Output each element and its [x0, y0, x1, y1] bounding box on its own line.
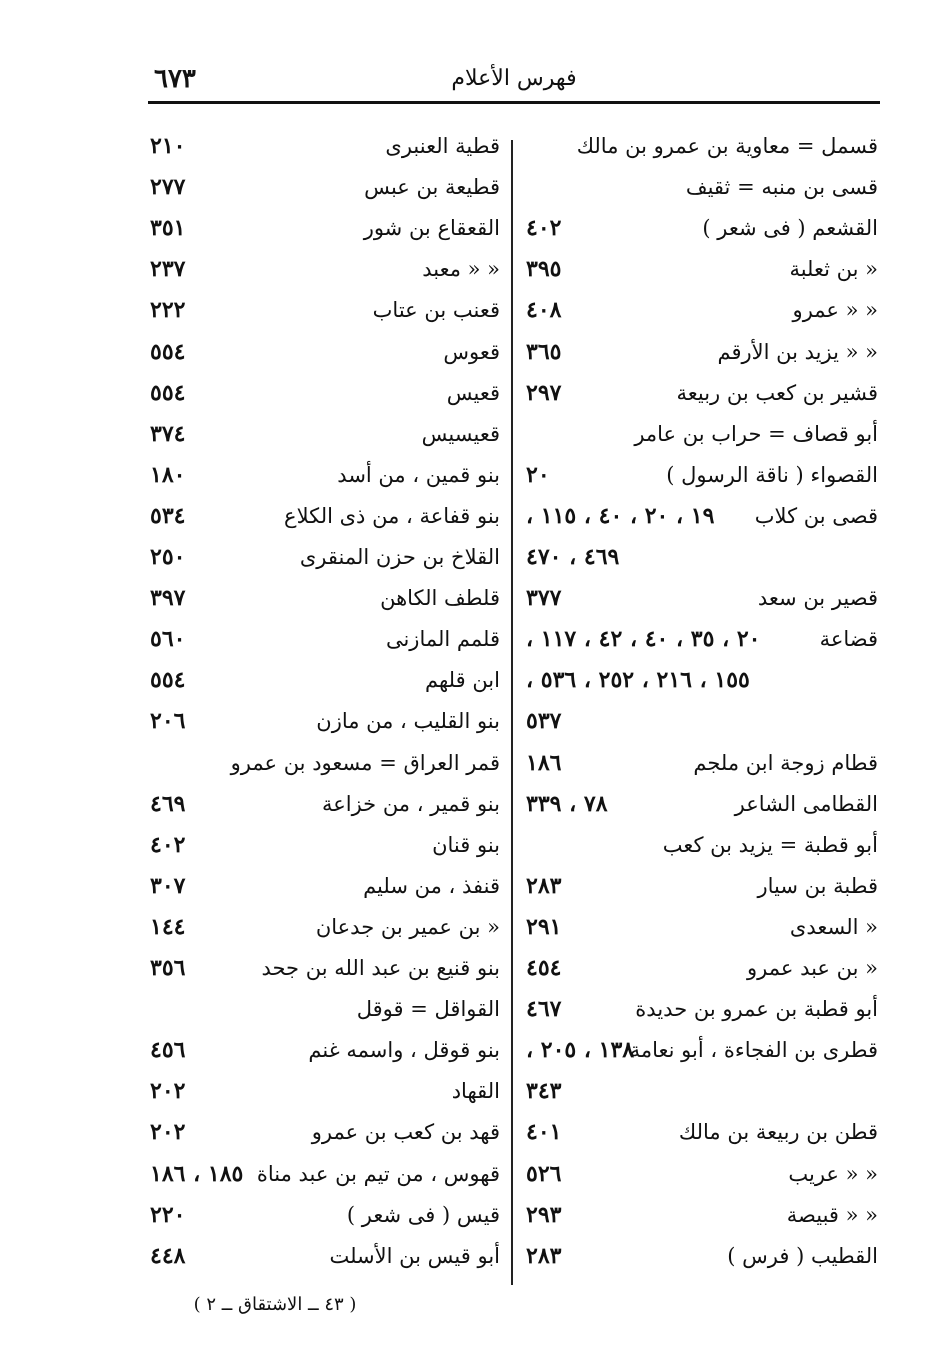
right-column-entry	[520, 701, 878, 741]
right-column-entry-name: أبو قصاف = حراب بن عامر	[634, 421, 878, 446]
right-column-entry	[520, 373, 878, 413]
left-column-entry-name: قعيس	[446, 380, 500, 405]
right-column-entry-name: قطن بن ربيعة بن مالك	[678, 1120, 878, 1145]
right-column-entry-name: « بن عبد عمرو	[747, 956, 878, 980]
left-column-entry	[150, 989, 500, 1029]
left-column-entry-name: قمر العراق = مسعود بن عمرو	[230, 750, 500, 775]
right-column-entry-name: قطام زوجة ابن ملجم	[693, 750, 878, 775]
left-column-entry-pages: ٢٥٠	[150, 544, 186, 570]
left-column-entry-name: قيس ( فى شعر )	[346, 1202, 500, 1227]
right-column-entry-pages: ٤٥٤	[526, 955, 562, 981]
left-column-entry-name: « بن عمير بن جدعان	[315, 914, 500, 939]
left-column-entry-pages: ٢١٠	[150, 133, 186, 159]
right-column-entry-pages: ٤٠٨	[526, 297, 562, 324]
right-column-entry-pages: ٤٠١	[526, 1119, 562, 1146]
right-column-entry-pages: ١٨٦	[526, 749, 562, 776]
left-column-entry-pages: ٢٠٦	[150, 708, 186, 735]
left-column-entry-name: قطيعة بن عبس	[364, 175, 500, 200]
left-column-entry-name: قهوس ، من تيم بن عبد مناة	[256, 1161, 500, 1186]
right-column-entry-name: « « يزيد بن الأرقم	[717, 339, 878, 364]
left-column-entry-pages: ٢٠٢	[150, 1078, 186, 1105]
left-column-entry	[150, 825, 500, 865]
right-column-entry	[520, 743, 878, 783]
signature-mark: ( ٤٣ ــ الاشتقاق ــ ٢ )	[193, 1294, 357, 1315]
left-column-entry	[150, 948, 500, 988]
left-column-entry	[150, 290, 500, 330]
left-column-entry-name: بنو قمين ، من أسد	[337, 462, 500, 487]
left-column-entry-name: « « معبد	[422, 257, 500, 282]
left-column-entry	[150, 208, 500, 248]
left-column-entry	[150, 784, 500, 824]
right-column-entry-name: أبو قطبة = يزيد بن كعب	[662, 832, 878, 857]
left-column-entry-name: أبو قيس بن الأسلت	[329, 1243, 500, 1268]
left-column-entry-pages: ٢٧٧	[150, 174, 186, 201]
left-column-entry	[150, 743, 500, 783]
left-column-entry	[150, 660, 500, 700]
right-column-entry	[520, 1195, 878, 1235]
left-column-entry	[150, 1195, 500, 1235]
right-column-entry-name: « « عريب	[788, 1161, 878, 1186]
left-column-entry-pages: ٣٩٧	[150, 585, 186, 612]
left-column-entry-name: القهاد	[451, 1079, 500, 1104]
right-column-entry-name: القشعم ( فى شعر )	[702, 216, 878, 241]
left-column-entry-name: قنفذ ، من سليم	[363, 873, 500, 898]
right-column-entry	[520, 1236, 878, 1276]
right-column-entry-name: القصواء ( ناقة الرسول )	[666, 462, 878, 487]
right-column-entry-name: « السعدى	[789, 914, 878, 939]
left-column-entry-pages: ٣٠٧	[150, 872, 186, 899]
left-column-entry-name: بنو قوقل ، واسمه غنم	[308, 1038, 500, 1063]
right-column-entry-name: « « قبيصة	[786, 1202, 878, 1227]
right-column-entry-pages: ١٥٥ ، ٢١٦ ، ٢٥٢ ، ٥٣٦ ،	[526, 667, 750, 694]
left-column-entry	[150, 1236, 500, 1276]
left-column-entry-pages: ٥٣٤	[150, 502, 186, 529]
right-column-entry	[520, 784, 878, 824]
right-column-entry-pages: ١٩ ، ٢٠ ، ٤٠ ، ١١٥ ،	[526, 502, 715, 529]
right-column-entry-pages: ٥٢٦	[526, 1160, 562, 1187]
right-column-entry-name: قسمل = معاوية بن عمرو بن مالك	[576, 134, 878, 158]
right-column-entry	[520, 948, 878, 988]
right-column-entry-pages: ٢٩١	[526, 913, 562, 940]
right-column-entry-pages: ٢٩٣	[526, 1201, 562, 1228]
right-column-entry-name: قشير بن كعب بن ربيعة	[676, 380, 878, 405]
right-column-entry-name: قصير بن سعد	[757, 586, 878, 611]
right-column-entry-pages: ٣٦٥	[526, 338, 562, 365]
left-column-entry	[150, 332, 500, 372]
left-column-entry	[150, 1112, 500, 1152]
right-column-entry-name: القطامى الشاعر	[734, 791, 878, 816]
left-column-entry-pages: ٢٠٢	[150, 1119, 186, 1146]
right-column-entry	[520, 290, 878, 330]
right-column-entry-pages: ٢٠ ، ٣٥ ، ٤٠ ، ٤٢ ، ١١٧ ،	[526, 626, 761, 653]
right-column-entry	[520, 660, 878, 700]
left-column-entry-pages: ٢٢٢	[150, 297, 186, 324]
right-column-entry-pages: ٢٩٧	[526, 379, 562, 406]
left-column-entry-pages: ١٤٤	[150, 913, 186, 940]
right-column-entry-name: قطبة بن سيار	[757, 873, 878, 898]
right-column-entry	[520, 578, 878, 618]
left-column-entry	[150, 578, 500, 618]
right-column-entry	[520, 496, 878, 536]
left-column-entry-name: بنو قنيع بن عبد الله بن جحد	[261, 956, 500, 980]
left-column-entry	[150, 455, 500, 495]
left-column-entry-pages: ٤٤٨	[150, 1242, 186, 1269]
header-rule	[148, 101, 880, 104]
right-column-entry-pages: ٣٤٣	[526, 1078, 562, 1105]
left-column-entry-name: قعيسيس	[421, 421, 500, 446]
left-column-entry-pages: ٤٦٩	[150, 790, 186, 817]
right-column-entry-name: قصى بن كلاب	[754, 503, 878, 528]
right-column-entry-name: أبو قطبة بن عمرو بن حديدة	[635, 997, 878, 1022]
left-column-entry	[150, 414, 500, 454]
right-column-entry	[520, 249, 878, 289]
right-column-entry-name: قطرى بن الفجاءة ، أبو نعامة	[629, 1038, 878, 1063]
left-column-entry	[150, 167, 500, 207]
left-column-entry	[150, 537, 500, 577]
right-column-entry-pages: ٤٦٩ ، ٤٧٠	[526, 544, 620, 570]
right-column-entry-pages: ٣٩٥	[526, 256, 562, 283]
left-column-entry-pages: ٥٥٤	[150, 379, 186, 406]
right-column-entry-name: قسى بن منبه = ثقيف	[685, 175, 878, 200]
right-column-entry	[520, 537, 878, 577]
left-column-entry	[150, 1030, 500, 1070]
right-column-entry-pages: ٢٨٣	[526, 872, 562, 899]
left-column-entry-pages: ١٨٥ ، ١٨٦	[150, 1160, 244, 1187]
left-column-entry-name: بنو قمير ، من خزاعة	[321, 791, 500, 816]
left-column-entry	[150, 907, 500, 947]
left-column-entry	[150, 249, 500, 289]
left-column-entry	[150, 701, 500, 741]
left-column-entry	[150, 496, 500, 536]
page-header	[148, 66, 880, 102]
left-column-entry-pages: ٥٥٤	[150, 338, 186, 365]
left-column-entry-name: قهد بن كعب بن عمرو	[311, 1120, 500, 1145]
left-column-entry-pages: ٢٢٠	[150, 1201, 186, 1228]
left-column-entry-pages: ٣٥٦	[150, 955, 186, 981]
left-column-entry-pages: ٤٠٢	[150, 831, 186, 858]
right-column-entry-pages: ٣٧٧	[526, 585, 562, 612]
running-title: فهرس الأعلام	[451, 66, 577, 91]
left-column-entry-pages: ٢٣٧	[150, 256, 186, 283]
right-column-entry-pages: ٢٠	[526, 461, 550, 488]
left-column-entry-name: قعوس	[443, 339, 500, 364]
right-column-entry-pages: ٧٨ ، ٣٣٩	[526, 790, 608, 817]
right-column-entry-name: قضاعة	[819, 627, 878, 652]
left-column-entry-name: قلمم المازنى	[385, 627, 500, 652]
left-column-entry-name: قطية العنبرى	[385, 134, 500, 158]
left-column-entry-name: بنو قفاعة ، من ذى الكلاع	[284, 503, 500, 528]
left-column-entry-name: قلطف الكاهن	[380, 586, 500, 611]
right-column-entry	[520, 167, 878, 207]
left-column-entry-pages: ٥٦٠	[150, 626, 186, 653]
page-number: ٦٧٣	[154, 64, 196, 94]
left-column-entry	[150, 1071, 500, 1111]
right-column-entry	[520, 208, 878, 248]
right-column-entry	[520, 989, 878, 1029]
right-column-entry	[520, 1071, 878, 1111]
left-column-entry	[150, 373, 500, 413]
right-column-entry	[520, 1030, 878, 1070]
right-column-entry	[520, 825, 878, 865]
left-column-entry-pages: ٣٥١	[150, 215, 186, 242]
left-column-entry-name: بنو قنان	[432, 832, 500, 857]
right-column-entry-name: « بن ثعلبة	[789, 257, 878, 282]
right-column-entry	[520, 907, 878, 947]
right-column-entry	[520, 1154, 878, 1194]
left-column-entry	[150, 619, 500, 659]
right-column-entry	[520, 332, 878, 372]
left-column-entry-name: ابن قلهم	[425, 668, 500, 693]
right-column-entry-pages: ٤٠٢	[526, 215, 562, 242]
left-column-entry-name: القعقاع بن شور	[363, 216, 500, 241]
right-column-entry-name: « « عمرو	[792, 298, 878, 323]
right-column-entry	[520, 619, 878, 659]
right-column-entry-pages: ٤٦٧	[526, 996, 562, 1023]
left-column-entry-pages: ٣٧٤	[150, 420, 186, 447]
left-column-entry	[150, 126, 500, 166]
column-divider	[511, 140, 513, 1285]
right-column-entry	[520, 126, 878, 166]
right-column-entry	[520, 1112, 878, 1152]
right-column-entry-name: القطيب ( فرس )	[727, 1243, 878, 1268]
left-column-entry-name: القواقل = قوقل	[356, 997, 500, 1022]
left-column-entry	[150, 866, 500, 906]
right-column-entry	[520, 414, 878, 454]
right-column-entry-pages: ١٣٨ ، ٢٠٥ ،	[526, 1037, 635, 1064]
left-column-entry-pages: ٥٥٤	[150, 667, 186, 694]
left-column-entry-pages: ٤٥٦	[150, 1037, 186, 1064]
left-column-entry-pages: ١٨٠	[150, 461, 186, 488]
right-column-entry	[520, 866, 878, 906]
right-column-entry	[520, 455, 878, 495]
left-column-entry-name: القلاخ بن حزن المنقرى	[299, 545, 500, 569]
right-column-entry-pages: ٥٣٧	[526, 708, 562, 735]
right-column-entry-pages: ٢٨٣	[526, 1242, 562, 1269]
left-column-entry-name: قعنب بن عتاب	[372, 298, 500, 323]
left-column-entry-name: بنو القليب ، من مازن	[316, 709, 500, 734]
left-column-entry	[150, 1154, 500, 1194]
